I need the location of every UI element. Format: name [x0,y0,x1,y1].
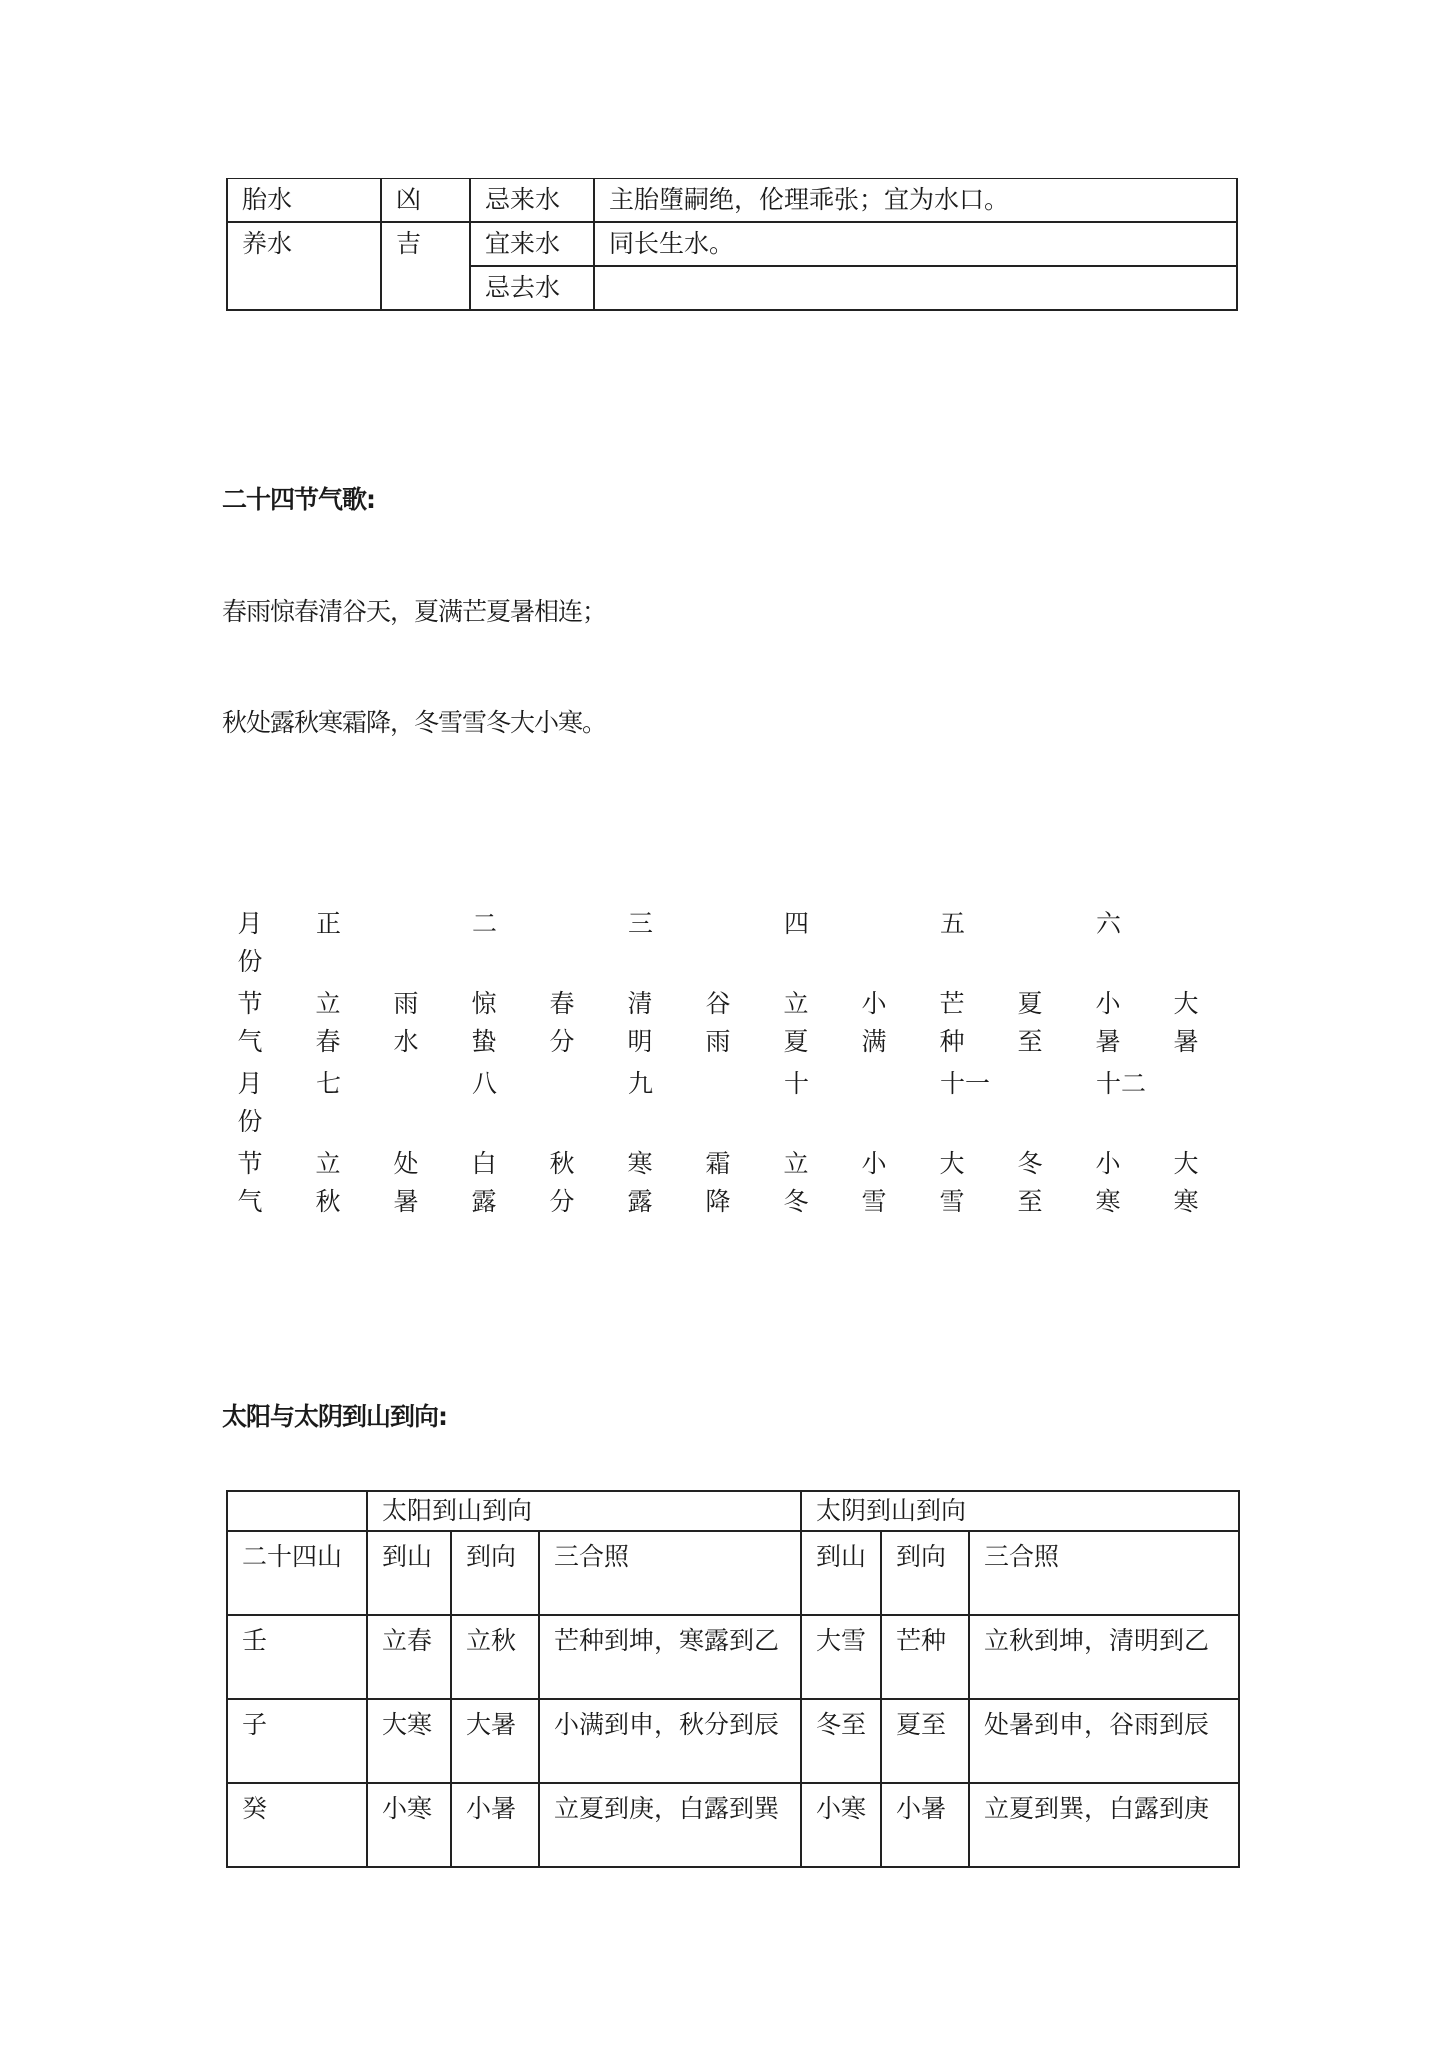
grid-month: 四 [784,909,810,938]
grid-solar-term: 寒 露 [627,1149,653,1216]
table-header-row [227,1491,1239,1531]
table-row [227,222,1237,266]
moon-sanhe-cell: 立秋到坤，清明到乙 [969,1615,1239,1699]
description-cell: 主胎墮嗣绝，伦理乖张；宜为水口。 [594,179,1237,223]
moon-sanhe-cell: 立夏到巽，白露到庚 [969,1783,1239,1867]
moon-direction-cell: 芒种 [881,1615,969,1699]
sun-direction-cell: 小暑 [451,1783,539,1867]
grid-month: 六 [1096,909,1122,938]
grid-month: 九 [628,1069,654,1098]
moon-sanhe-cell: 处暑到申，谷雨到辰 [969,1699,1239,1783]
description-cell [594,266,1237,310]
moon-group-header: 太阴到山到向 [801,1491,1239,1531]
grid-solar-term: 小 雪 [861,1149,887,1216]
grid-month: 正 [316,909,342,938]
sun-direction-cell: 大暑 [451,1699,539,1783]
table-row [227,1699,1239,1783]
grid-solar-term: 霜 降 [705,1149,731,1216]
header-blank-cell [227,1491,367,1531]
sun-sanhe-cell: 芒种到坤，寒露到乙 [539,1615,801,1699]
song-line-2: 秋处露秋寒霜降，冬雪雪冬大小寒。 [222,708,607,737]
water-name-cell: 胎水 [227,179,381,223]
col-header-mountain: 二十四山 [227,1531,367,1615]
grid-solar-term: 夏 至 [1017,989,1043,1056]
grid-row-label: 节 气 [237,1149,263,1216]
col-header-sun-to-mountain: 到山 [367,1531,451,1615]
grid-solar-term: 小 寒 [1095,1149,1121,1216]
sun-mountain-cell: 大寒 [367,1699,451,1783]
grid-row-label: 月 份 [237,1069,263,1136]
table-row [227,179,1237,223]
grid-row-label: 月 份 [237,909,263,976]
grid-row-label: 节 气 [237,989,263,1056]
grid-month: 十二 [1096,1069,1147,1098]
grid-month: 五 [940,909,966,938]
grid-month: 三 [628,909,654,938]
grid-month: 十一 [940,1069,991,1098]
moon-mountain-cell: 大雪 [801,1615,881,1699]
grid-solar-term: 雨 水 [393,989,419,1056]
mountain-cell: 癸 [227,1783,367,1867]
mountain-cell: 子 [227,1699,367,1783]
grid-month: 七 [316,1069,342,1098]
sun-sanhe-cell: 小满到申，秋分到辰 [539,1699,801,1783]
water-fortune-table [226,178,1238,311]
water-name-cell: 养水 [227,222,381,310]
col-header-moon-to-mountain: 到山 [801,1531,881,1615]
grid-solar-term: 处 暑 [393,1149,419,1216]
fortune-cell: 吉 [381,222,470,310]
song-line-1: 春雨惊春清谷天，夏满芒夏暑相连； [222,597,607,626]
grid-solar-term: 立 夏 [783,989,809,1056]
moon-direction-cell: 小暑 [881,1783,969,1867]
moon-mountain-cell: 小寒 [801,1783,881,1867]
sun-group-header: 太阳到山到向 [367,1491,801,1531]
table-row [227,1783,1239,1867]
grid-solar-term: 秋 分 [549,1149,575,1216]
table-header-row [227,1531,1239,1615]
grid-month: 八 [472,1069,498,1098]
sun-direction-cell: 立秋 [451,1615,539,1699]
col-header-moon-to-direction: 到向 [881,1531,969,1615]
water-rule-cell: 宜来水 [470,222,594,266]
table-row [227,1615,1239,1699]
grid-solar-term: 白 露 [471,1149,497,1216]
grid-solar-term: 惊 蛰 [471,989,497,1056]
col-header-sun-to-direction: 到向 [451,1531,539,1615]
grid-solar-term: 大 雪 [939,1149,965,1216]
sun-moon-table [226,1490,1240,1868]
moon-direction-cell: 夏至 [881,1699,969,1783]
sun-sanhe-cell: 立夏到庚，白露到巽 [539,1783,801,1867]
moon-mountain-cell: 冬至 [801,1699,881,1783]
grid-month: 十 [784,1069,810,1098]
grid-solar-term: 大 寒 [1173,1149,1199,1216]
water-rule-cell: 忌去水 [470,266,594,310]
grid-solar-term: 小 满 [861,989,887,1056]
water-rule-cell: 忌来水 [470,179,594,223]
col-header-moon-sanhe: 三合照 [969,1531,1239,1615]
grid-solar-term: 春 分 [549,989,575,1056]
grid-solar-term: 冬 至 [1017,1149,1043,1216]
grid-solar-term: 立 冬 [783,1149,809,1216]
grid-solar-term: 大 暑 [1173,989,1199,1056]
sun-mountain-cell: 小寒 [367,1783,451,1867]
solar-terms-grid [236,905,1236,1235]
grid-solar-term: 小 暑 [1095,989,1121,1056]
sun-mountain-cell: 立春 [367,1615,451,1699]
mountain-cell: 壬 [227,1615,367,1699]
fortune-cell: 凶 [381,179,470,223]
grid-solar-term: 立 春 [315,989,341,1056]
song-heading: 二十四节气歌: [222,485,375,514]
col-header-sun-sanhe: 三合照 [539,1531,801,1615]
sun-moon-heading: 太阳与太阴到山到向: [222,1402,447,1431]
description-cell: 同长生水。 [594,222,1237,266]
grid-solar-term: 清 明 [627,989,653,1056]
grid-solar-term: 立 秋 [315,1149,341,1216]
grid-month: 二 [472,909,498,938]
grid-solar-term: 芒 种 [939,989,965,1056]
grid-solar-term: 谷 雨 [705,989,731,1056]
